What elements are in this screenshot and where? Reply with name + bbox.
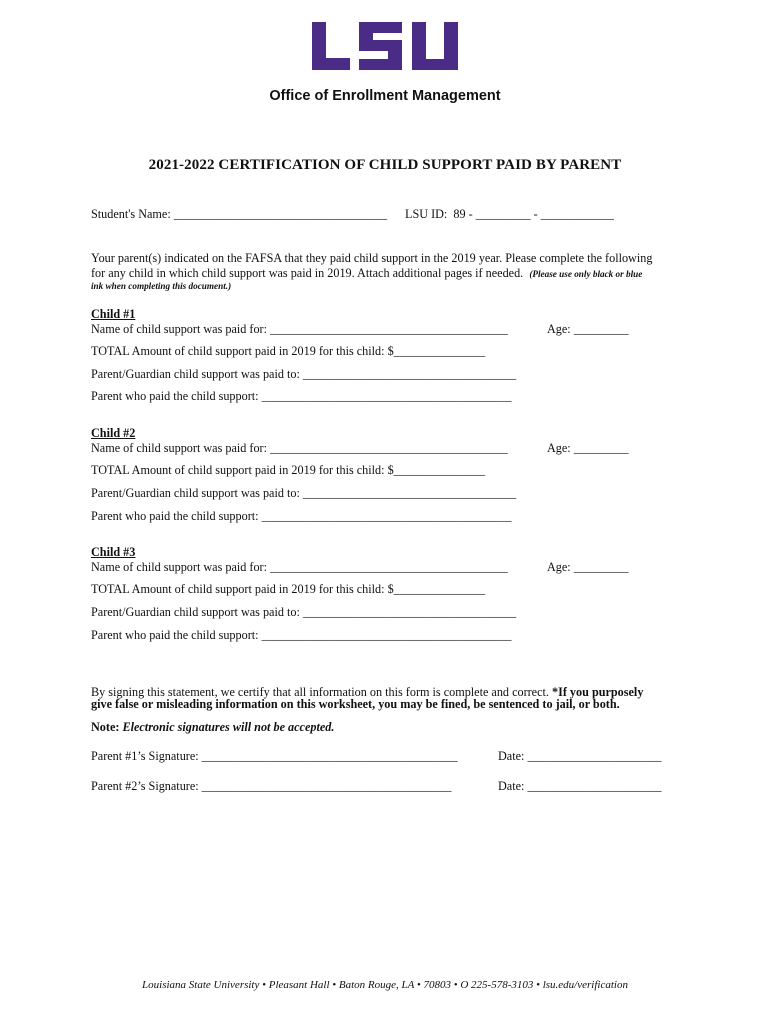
child-3-total-field[interactable]: TOTAL Amount of child support paid in 2019 for this child: $_______________ [91,582,486,596]
parent-1-signature-field[interactable]: Parent #1’s Signature: __________________________________________ [91,749,458,763]
child-3-heading: Child #3 [91,545,136,559]
student-name-field[interactable]: Student's Name: ___________________________________ [91,207,388,221]
child-3-age-field[interactable]: Age: _________ [547,560,629,574]
child-1-paid-to-field[interactable]: Parent/Guardian child support was paid to: ___________________________________ [91,367,517,381]
ink-note: (Please use only black or blue [529,269,643,279]
child-2-name-field[interactable]: Name of child support was paid for: _______________________________________ [91,441,508,455]
lsu-logo [312,22,458,70]
child-2-paid-to-field[interactable]: Parent/Guardian child support was paid to: ___________________________________ [91,486,517,500]
intro-line-2: for any child in which child support was paid in 2019. Attach additional pages if needed. (Please use only black or blue [91,266,643,280]
child-3-paid-to-field[interactable]: Parent/Guardian child support was paid to: ___________________________________ [91,605,517,619]
footer-address: Louisiana State University • Pleasant Hall • Baton Rouge, LA • 70803 • O 225-578-3103 • lsu.edu/verification [142,979,628,991]
ink-note-cont: ink when completing this document.) [91,281,232,291]
child-1-paid-by-field[interactable]: Parent who paid the child support: _________________________________________ [91,389,512,403]
certify-statement: By signing this statement, we certify that all information on this form is complete and correct. *If you purposely [91,685,644,699]
signature-note: Note: Electronic signatures will not be accepted. [91,720,335,734]
child-3-name-field[interactable]: Name of child support was paid for: _______________________________________ [91,560,508,574]
child-2-heading: Child #2 [91,426,136,440]
child-2-paid-by-field[interactable]: Parent who paid the child support: _________________________________________ [91,509,512,523]
lsu-id-label: LSU ID: [405,207,448,221]
penalty-warning: give false or misleading information on this worksheet, you may be fined, be sentenced to jail, or both. [91,697,620,711]
child-1-name-field[interactable]: Name of child support was paid for: _______________________________________ [91,322,508,336]
child-1-heading: Child #1 [91,307,136,321]
form-title: 2021-2022 CERTIFICATION OF CHILD SUPPORT PAID BY PARENT [148,157,622,173]
child-2-age-field[interactable]: Age: _________ [547,441,629,455]
parent-2-signature-field[interactable]: Parent #2’s Signature: _________________________________________ [91,779,452,793]
child-1-age-field[interactable]: Age: _________ [547,322,629,336]
child-2-total-field[interactable]: TOTAL Amount of child support paid in 2019 for this child: $_______________ [91,463,486,477]
parent-2-date-field[interactable]: Date: ______________________ [498,779,662,793]
office-name: Office of Enrollment Management [269,88,501,104]
lsu-id-field[interactable] [405,207,614,222]
parent-1-date-field[interactable]: Date: ______________________ [498,749,662,763]
child-3-paid-by-field[interactable]: Parent who paid the child support: _________________________________________ [91,628,512,642]
intro-line-1: Your parent(s) indicated on the FAFSA that they paid child support in the 2019 year. Please complete the following [91,251,653,265]
lsu-id-value: 89 - _________ - ____________ [453,207,614,221]
child-1-total-field[interactable]: TOTAL Amount of child support paid in 2019 for this child: $_______________ [91,344,486,358]
